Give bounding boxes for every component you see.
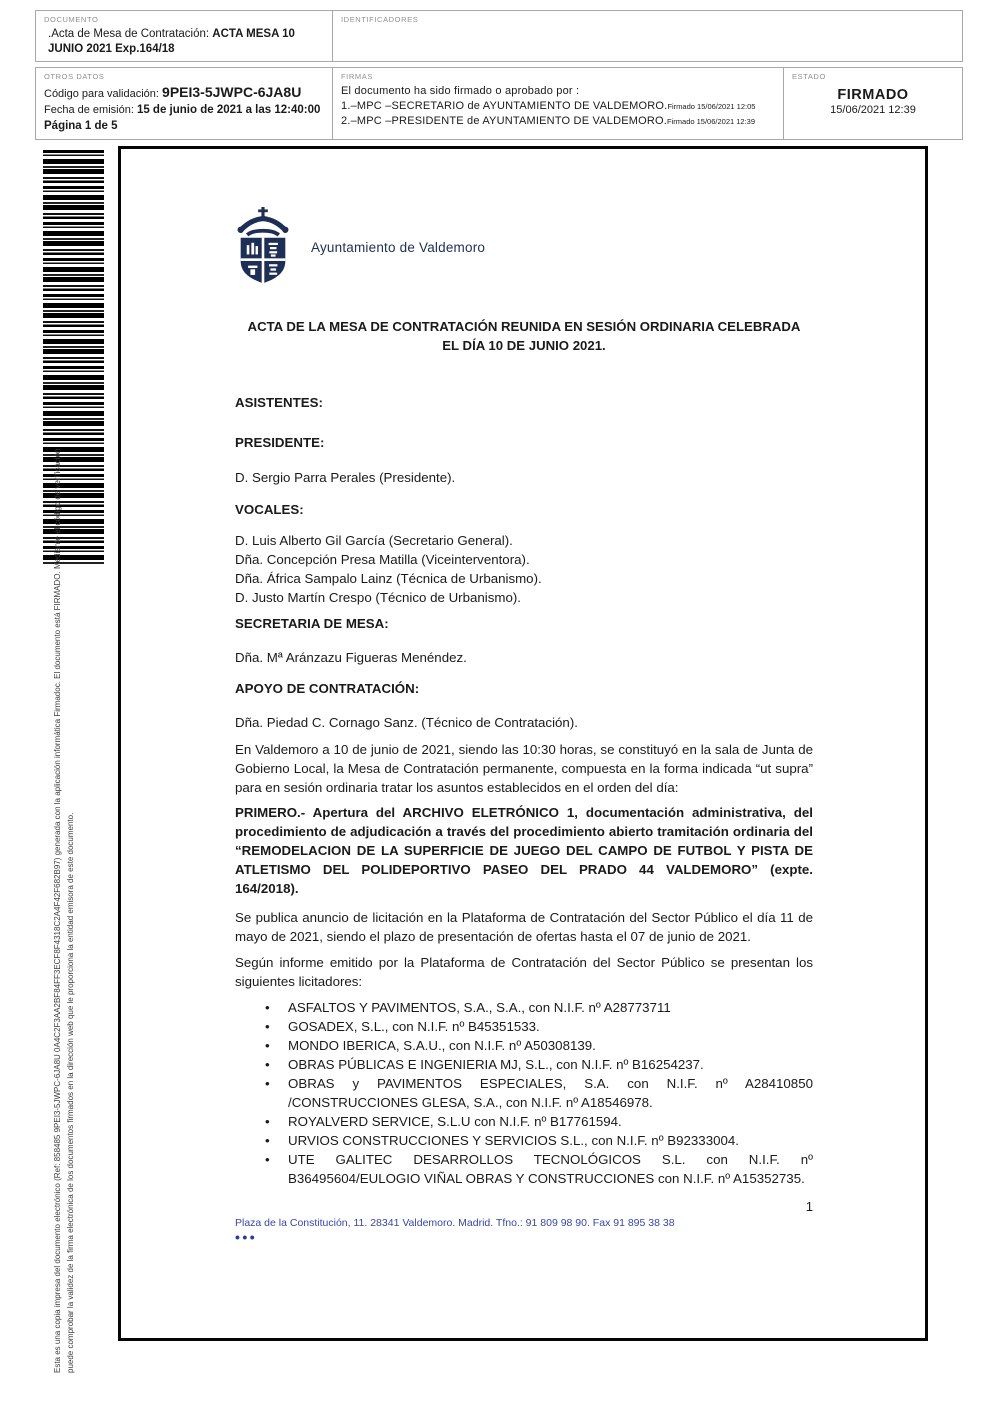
heading-apoyo: APOYO DE CONTRATACIÓN: bbox=[235, 681, 420, 696]
vocal-name: D. Luis Alberto Gil García (Secretario General). bbox=[235, 533, 513, 548]
heading-presidente: PRESIDENTE: bbox=[235, 435, 325, 450]
title-line-2: EL DÍA 10 DE JUNIO 2021. bbox=[442, 338, 606, 353]
title-line-1: ACTA DE LA MESA DE CONTRATACIÓN REUNIDA EN SESIÓN ORDINARIA CELEBRADA bbox=[247, 319, 801, 334]
list-item: • ROYALVERD SERVICE, S.L.U con N.I.F. nº B17761594. bbox=[265, 1114, 622, 1129]
documento-box bbox=[36, 11, 332, 61]
otros-datos-box bbox=[36, 68, 332, 139]
organization-name: Ayuntamiento de Valdemoro bbox=[311, 239, 486, 255]
apoyo-name: Dña. Piedad C. Cornago Sanz. (Técnico de Contratación). bbox=[235, 715, 578, 730]
heading-asistentes: ASISTENTES: bbox=[235, 395, 323, 410]
paragraph-constitucion: En Valdemoro a 10 de junio de 2021, siendo las 10:30 horas, se constituyó en la sala de Junta de Gobierno Local, la Mesa de Contratación permanente, compuesta en la forma indicada “ut supra” para en sesión ordinaria tratar los asuntos establecidos en el orden del día: bbox=[235, 742, 813, 795]
identificadores-box bbox=[332, 11, 962, 61]
footer-address: Plaza de la Constitución, 11. 28341 Valdemoro. Madrid. Tfno.: 91 809 98 90. Fax 91 895 38 38 bbox=[235, 1217, 675, 1229]
verification-text-line2: puede comprobar la validez de la firma electrónica de los documentos firmados en la dirección web que le proporciona la entidad emisora de este documento. bbox=[65, 812, 75, 1373]
vocal-name: Dña. África Sampalo Lainz (Técnica de Urbanismo). bbox=[235, 571, 542, 586]
vocal-name: Dña. Concepción Presa Matilla (Viceinterventora). bbox=[235, 552, 530, 567]
bullet-icon: • bbox=[265, 1057, 270, 1072]
vocales-list bbox=[235, 531, 813, 607]
list-item: • GOSADEX, S.L., con N.I.F. nº B45351533. bbox=[265, 1019, 540, 1034]
list-item: • OBRAS y PAVIMENTOS ESPECIALES, S.A. con N.I.F. nº A28410850 /CONSTRUCCIONES GLESA, S.A., con N.I.F. nº A18546978. bbox=[265, 1076, 813, 1110]
document-frame bbox=[118, 146, 928, 1341]
bullet-icon: • bbox=[265, 1019, 270, 1034]
documento-value: .Acta de Mesa de Contratación: ACTA MESA 10 JUNIO 2021 Exp.164/18 bbox=[48, 28, 295, 55]
heading-secretaria: SECRETARIA DE MESA: bbox=[235, 616, 389, 631]
otros-datos-label: OTROS DATOS bbox=[44, 72, 105, 81]
document-title bbox=[235, 317, 813, 355]
heading-vocales: VOCALES: bbox=[235, 502, 304, 517]
vocal-name: D. Justo Martín Crespo (Técnico de Urbanismo). bbox=[235, 590, 521, 605]
signer-line: 1.–MPC –SECRETARIO de AYUNTAMIENTO DE VALDEMORO.Firmado 15/06/2021 12:05 bbox=[341, 99, 756, 112]
signer-line: 2.–MPC –PRESIDENTE de AYUNTAMIENTO DE VALDEMORO.Firmado 15/06/2021 12:39 bbox=[341, 115, 756, 127]
emission-date: 15 de junio de 2021 a las 12:40:00 bbox=[136, 104, 321, 116]
bullet-icon: • bbox=[265, 1038, 270, 1053]
firmas-intro: El documento ha sido firmado o aprobado por : bbox=[341, 85, 580, 97]
documento-label: DOCUMENTO bbox=[44, 15, 99, 24]
page-number: 1 bbox=[805, 1199, 813, 1214]
identificadores-label: IDENTIFICADORES bbox=[341, 15, 419, 24]
bullet-icon: • bbox=[265, 1000, 270, 1015]
list-item: • OBRAS PÚBLICAS E INGENIERIA MJ, S.L., con N.I.F. nº B16254237. bbox=[265, 1057, 704, 1072]
bullet-icon: • bbox=[265, 1076, 270, 1091]
presidente-name: D. Sergio Parra Perales (Presidente). bbox=[235, 470, 456, 485]
validation-code-line: Código para validación: 9PEI3-5JWPC-6JA8U bbox=[44, 84, 302, 100]
header-meta-row-1 bbox=[35, 10, 963, 62]
estado-box bbox=[783, 68, 962, 139]
validation-code: 9PEI3-5JWPC-6JA8U bbox=[162, 84, 302, 100]
verification-text-line1: Esta es una copia impresa del documento electrónico (Ref: 858485 9PEI3-5JWPC-6JA8U 0A4C2F3AA2BF84FF3ECF8F4318C2A4F42F682B97) generada con la aplicación informática Firmadoc. El documento está FIRMADO. Mediante el código de verificación bbox=[53, 448, 62, 1373]
footer-dots-icon: ••• bbox=[235, 1229, 258, 1245]
secretaria-name: Dña. Mª Aránzazu Figueras Menéndez. bbox=[235, 650, 467, 665]
list-item: • ASFALTOS Y PAVIMENTOS, S.A., S.A., con N.I.F. nº A28773711 bbox=[265, 1000, 671, 1015]
logo-row bbox=[235, 207, 813, 287]
paragraph-primero: PRIMERO.- Apertura del ARCHIVO ELETRÓNICO 1, documentación administrativa, del procedimiento de adjudicación a través del procedimiento abierto tramitación ordinaria del “REMODELACION DE LA SUPERFICIE DE JUEGO DEL CAMPO DE FUTBOL Y PISTA DE ATLETISMO DEL POLIDEPORTIVO PASEO DEL PRADO 44 VALDEMORO” (expte. 164/2018). bbox=[235, 805, 813, 896]
estado-label: ESTADO bbox=[792, 72, 826, 81]
bullet-icon: • bbox=[265, 1133, 270, 1148]
bullet-icon: • bbox=[265, 1152, 270, 1167]
list-item: • URVIOS CONSTRUCCIONES Y SERVICIOS S.L., con N.I.F. nº B92333004. bbox=[265, 1133, 739, 1148]
list-item: • UTE GALITEC DESARROLLOS TECNOLÓGICOS S.L. con N.I.F. nº B36495604/EULOGIO VIÑAL OBRAS Y CONSTRUCCIONES con N.I.F. nº A15352735. bbox=[265, 1152, 813, 1186]
firmas-box bbox=[332, 68, 783, 139]
page-count: Página 1 de 5 bbox=[44, 120, 118, 132]
signature-timestamp: Firmado 15/06/2021 12:39 bbox=[667, 117, 756, 126]
paragraph-informe: Según informe emitido por la Plataforma de Contratación del Sector Público se presentan los siguientes licitadores: bbox=[235, 955, 813, 989]
header-meta-row-2 bbox=[35, 67, 963, 140]
emission-date-line: Fecha de emisión: 15 de junio de 2021 a las 12:40:00 bbox=[44, 104, 321, 116]
status-badge: FIRMADO bbox=[837, 87, 909, 103]
valdemoro-coat-of-arms-icon bbox=[235, 207, 291, 287]
licitadores-list bbox=[235, 998, 813, 1188]
status-date: 15/06/2021 12:39 bbox=[830, 104, 916, 116]
bullet-icon: • bbox=[265, 1114, 270, 1129]
document-content bbox=[121, 149, 925, 1245]
list-item: • MONDO IBERICA, S.A.U., con N.I.F. nº A50308139. bbox=[265, 1038, 596, 1053]
paragraph-anuncio: Se publica anuncio de licitación en la Plataforma de Contratación del Sector Público el día 11 de mayo de 2021, siendo el plazo de presentación de ofertas hasta el 07 de junio de 2021. bbox=[235, 910, 813, 944]
firmas-label: FIRMAS bbox=[341, 72, 373, 81]
signature-timestamp: Firmado 15/06/2021 12:05 bbox=[667, 101, 756, 111]
